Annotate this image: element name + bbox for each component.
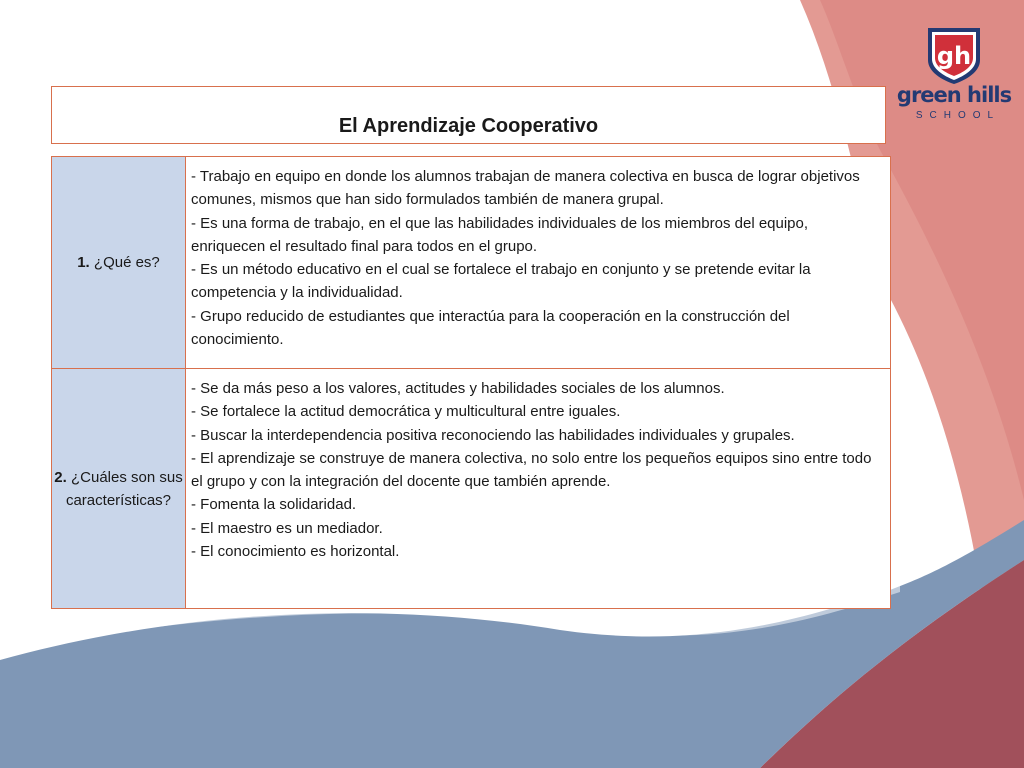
school-logo — [896, 26, 1012, 126]
logo-name: green hills — [896, 83, 1012, 107]
row-body-cell — [186, 369, 891, 609]
list-item: - Es una forma de trabajo, en el que las habilidades individuales de los miembros del equipo, enriquecen el resultado final para todos en el grupo. — [191, 214, 809, 255]
row-label: ¿Cuáles son sus características? — [65, 468, 183, 509]
list-item: - Se fortalece la actitud democrática y multicultural entre iguales. — [191, 403, 621, 421]
slide-title-box — [51, 86, 886, 144]
table-row — [52, 157, 891, 369]
logo-monogram: gh — [936, 42, 972, 70]
row-number: 1. — [77, 254, 90, 271]
row-number: 2. — [54, 468, 67, 486]
row-label: ¿Qué es? — [93, 254, 160, 271]
list-item: - Buscar la interdependencia positiva reconociendo las habilidades individuales y grupales. — [191, 426, 795, 444]
list-item: - Grupo reducido de estudiantes que interactúa para la cooperación en la construcción del conocimiento. — [191, 307, 790, 349]
list-item: - Trabajo en equipo en donde los alumnos trabajan de manera colectiva en busca de lograr objetivos comunes, mismos que han sido formulados también de manera grupal. — [191, 168, 860, 209]
row-body-cell — [186, 157, 891, 369]
list-item: - El conocimiento es horizontal. — [191, 543, 400, 561]
shield-icon — [896, 26, 1012, 86]
list-item: - El aprendizaje se construye de manera colectiva, no solo entre los pequeños equipos sino entre todo el grupo y con la integración del docente que también aprende. — [191, 449, 872, 491]
slide-title: El Aprendizaje Cooperativo — [338, 115, 599, 137]
list-item: - Es un método educativo en el cual se fortalece el trabajo en conjunto y se pretende evitar la competencia y la individualidad. — [191, 261, 811, 302]
row-label-cell — [52, 369, 186, 609]
content-table — [51, 156, 891, 609]
list-item: - El maestro es un mediador. — [191, 519, 383, 537]
list-item: - Se da más peso a los valores, actitudes y habilidades sociales de los alumnos. — [191, 380, 725, 397]
logo-subtitle: SCHOOL — [915, 110, 1001, 121]
list-item: - Fomenta la solidaridad. — [191, 496, 357, 514]
table-row — [52, 369, 891, 609]
row-label-cell — [52, 157, 186, 369]
